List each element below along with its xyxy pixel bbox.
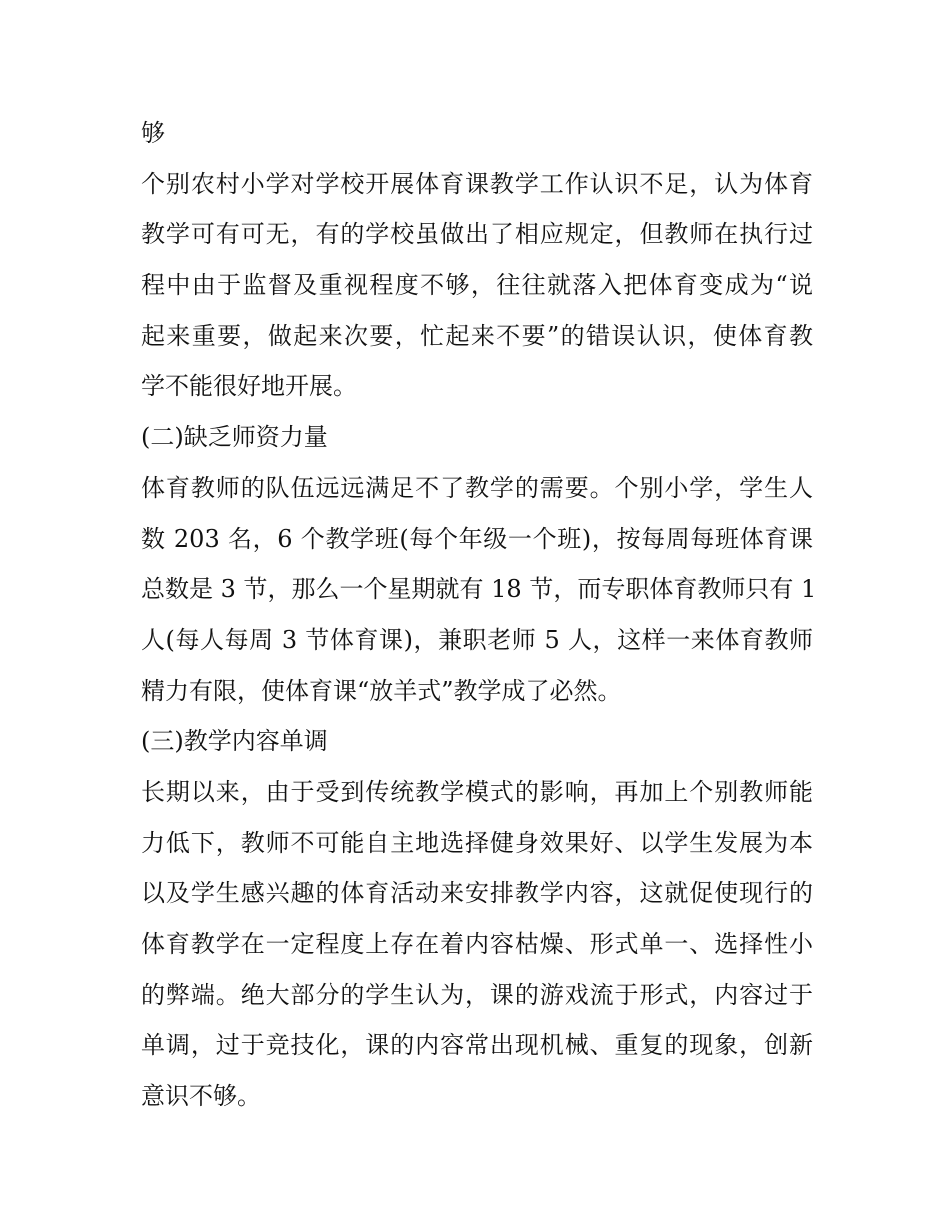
text-line: 以及学生感兴趣的体育活动来安排教学内容，这就促使现行的 — [141, 879, 813, 908]
text-line: 的弊端。绝大部分的学生认为，课的游戏流于形式，内容过于 — [141, 980, 813, 1009]
text-line: 长期以来，由于受到传统教学模式的影响，再加上个别教师能 — [141, 777, 813, 806]
text-line: 够 — [141, 119, 165, 147]
text-line: 个别农村小学对学校开展体育课教学工作认识不足，认为体育 — [141, 169, 813, 198]
text-line: 学不能很好地开展。 — [141, 372, 357, 401]
text-line: 人(每人每周 3 节体育课)，兼职老师 5 人，这样一来体育教师 — [141, 625, 813, 654]
document-body — [141, 108, 817, 1122]
text-line: 体育教学在一定程度上存在着内容枯燥、形式单一、选择性小 — [141, 930, 813, 958]
text-line: 单调，过于竞技化，课的内容常出现机械、重复的现象，创新 — [141, 1031, 813, 1060]
section-heading: (二)缺乏师资力量 — [141, 423, 328, 452]
text-line: 程中由于监督及重视程度不够，往往就落入把体育变成为“说 — [141, 271, 813, 300]
section-heading: (三)教学内容单调 — [141, 727, 328, 756]
text-line: 数 203 名，6 个教学班(每个年级一个班)，按每周每班体育课 — [141, 524, 813, 553]
text-line: 总数是 3 节，那么一个星期就有 18 节，而专职体育教师只有 1 — [141, 575, 817, 604]
text-line: 力低下，教师不可能自主地选择健身效果好、以学生发展为本 — [141, 828, 813, 857]
text-line: 起来重要，做起来次要，忙起来不要”的错误认识，使体育教 — [141, 321, 813, 350]
text-line: 体育教师的队伍远远满足不了教学的需要。个别小学，学生人 — [141, 473, 813, 502]
text-line: 精力有限，使体育课“放羊式”教学成了必然。 — [141, 676, 622, 705]
text-line: 教学可有可无，有的学校虽做出了相应规定，但教师在执行过 — [141, 220, 813, 249]
text-line: 意识不够。 — [141, 1082, 261, 1111]
